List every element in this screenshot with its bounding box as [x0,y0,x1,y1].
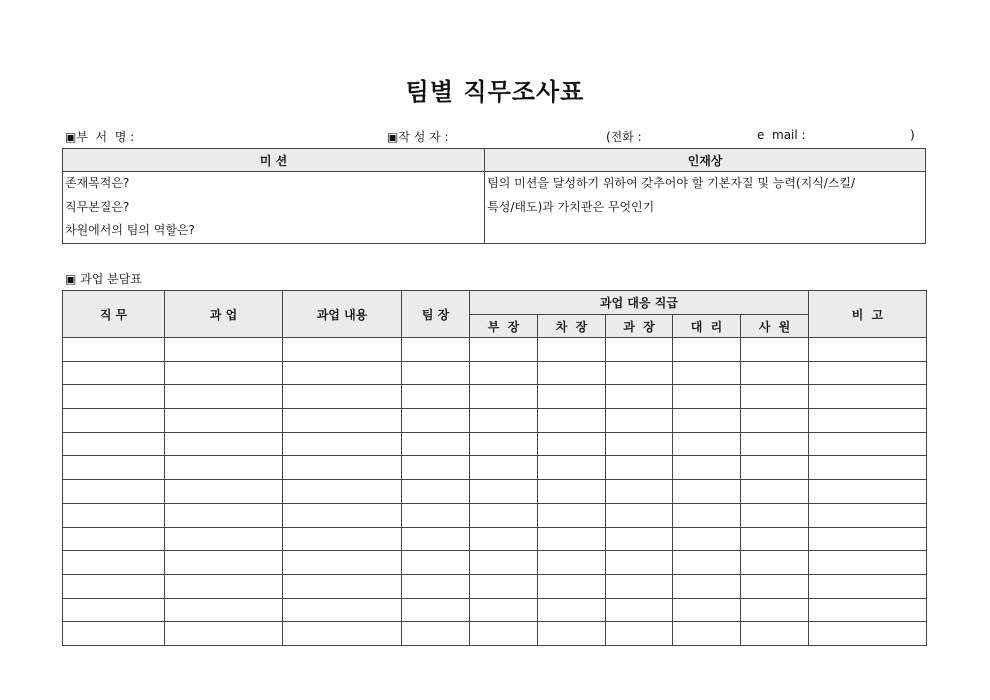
table-cell[interactable] [673,551,741,575]
rank-header: 부 장 [470,315,538,338]
table-cell[interactable] [165,409,283,433]
table-cell[interactable] [673,574,741,598]
rank-group-header: 과업 대응 직급 [470,291,809,315]
table-cell[interactable] [606,338,673,362]
table-cell[interactable] [741,622,809,646]
table-cell[interactable] [402,432,470,456]
table-cell[interactable] [538,527,606,551]
table-cell[interactable] [809,551,927,575]
table-cell[interactable] [606,456,673,480]
table-row [63,432,927,456]
table-cell[interactable] [538,574,606,598]
table-row [63,574,927,598]
table-row [63,456,927,480]
table-cell[interactable] [165,574,283,598]
table-cell[interactable] [402,551,470,575]
mission-line: 차원에서의 팀의 역할은? [65,223,195,237]
table-cell[interactable] [538,503,606,527]
table-cell[interactable] [63,622,165,646]
table-cell[interactable] [165,480,283,504]
table-cell[interactable] [402,503,470,527]
table-cell[interactable] [538,361,606,385]
department-name-field[interactable]: ▣부 서 명 : [65,130,135,144]
table-cell[interactable] [606,361,673,385]
email-field[interactable]: e mail : [757,128,806,142]
table-cell[interactable] [606,527,673,551]
table-cell[interactable] [673,385,741,409]
mission-table [62,148,926,244]
table-cell[interactable] [538,456,606,480]
table-cell[interactable] [470,598,538,622]
table-cell[interactable] [165,338,283,362]
talent-header: 인재상 [485,149,926,172]
table-cell[interactable] [809,574,927,598]
note-header: 비 고 [809,291,927,338]
table-cell[interactable] [673,622,741,646]
table-cell[interactable] [402,409,470,433]
table-cell[interactable] [673,598,741,622]
info-row [65,128,925,146]
table-cell[interactable] [606,598,673,622]
table-cell[interactable] [63,409,165,433]
rank-header: 사 원 [741,315,809,338]
table-cell[interactable] [741,409,809,433]
table-cell[interactable] [283,503,402,527]
table-cell[interactable] [673,527,741,551]
table-row [63,385,927,409]
table-cell[interactable] [283,456,402,480]
table-cell[interactable] [402,385,470,409]
table-cell[interactable] [741,551,809,575]
phone-field[interactable]: (전화 : [606,130,642,144]
task-section-label: ▣ 과업 분담표 [65,272,142,286]
table-cell[interactable] [606,480,673,504]
page-title: 팀별 직무조사표 [405,78,585,106]
table-cell[interactable] [673,361,741,385]
table-cell[interactable] [809,527,927,551]
table-cell[interactable] [673,409,741,433]
rank-header: 과 장 [606,315,673,338]
mission-line: 직무본질은? [65,199,130,214]
table-cell[interactable] [470,503,538,527]
writer-field[interactable]: ▣작 성 자 : [387,130,449,144]
talent-line: 특성/태도)과 가치관은 무엇인기 [487,199,655,214]
table-cell[interactable] [283,385,402,409]
table-cell[interactable] [809,409,927,433]
table-cell[interactable] [606,432,673,456]
table-cell[interactable] [283,598,402,622]
table-row [63,480,927,504]
table-cell[interactable] [63,527,165,551]
table-cell[interactable] [63,503,165,527]
table-row [63,527,927,551]
table-cell[interactable] [470,480,538,504]
table-cell[interactable] [673,503,741,527]
table-cell[interactable] [809,622,927,646]
table-cell[interactable] [63,551,165,575]
table-cell[interactable] [63,361,165,385]
table-cell[interactable] [741,503,809,527]
table-cell[interactable] [283,432,402,456]
table-cell[interactable] [283,527,402,551]
table-cell[interactable] [283,409,402,433]
table-cell[interactable] [63,385,165,409]
task-header: 과 업 [165,291,283,338]
table-cell[interactable] [283,574,402,598]
team-lead-header: 팀 장 [402,291,470,338]
table-row [63,338,927,362]
table-cell[interactable] [741,574,809,598]
table-cell[interactable] [63,338,165,362]
table-cell[interactable] [165,361,283,385]
table-cell[interactable] [165,432,283,456]
table-cell[interactable] [165,456,283,480]
table-cell[interactable] [538,432,606,456]
table-cell[interactable] [809,456,927,480]
task-detail-header: 과업 내용 [283,291,402,338]
table-cell[interactable] [165,503,283,527]
talent-cell[interactable] [485,172,926,244]
task-table-body [63,338,927,646]
table-cell[interactable] [606,503,673,527]
table-cell[interactable] [470,574,538,598]
table-cell[interactable] [538,409,606,433]
job-header: 직 무 [63,291,165,338]
table-cell[interactable] [741,361,809,385]
table-cell[interactable] [283,338,402,362]
table-cell[interactable] [741,598,809,622]
mission-cell[interactable] [63,172,485,244]
table-cell[interactable] [283,551,402,575]
table-cell[interactable] [470,385,538,409]
table-cell[interactable] [673,456,741,480]
table-cell[interactable] [606,385,673,409]
table-cell[interactable] [402,527,470,551]
table-cell[interactable] [538,480,606,504]
table-cell[interactable] [741,527,809,551]
table-cell[interactable] [470,456,538,480]
table-cell[interactable] [402,338,470,362]
table-cell[interactable] [809,503,927,527]
table-cell[interactable] [283,480,402,504]
table-cell[interactable] [470,432,538,456]
table-cell[interactable] [741,432,809,456]
table-cell[interactable] [470,527,538,551]
mission-line: 존재목적은? [65,176,130,190]
table-cell[interactable] [809,385,927,409]
table-cell[interactable] [165,551,283,575]
table-cell[interactable] [809,598,927,622]
table-cell[interactable] [538,598,606,622]
rank-header: 대 리 [673,315,741,338]
table-cell[interactable] [63,598,165,622]
table-cell[interactable] [63,432,165,456]
table-cell[interactable] [741,456,809,480]
table-row [63,361,927,385]
table-cell[interactable] [741,338,809,362]
task-table [62,290,927,646]
table-row [63,598,927,622]
table-row [63,622,927,646]
mission-header: 미 션 [63,149,485,172]
table-cell[interactable] [470,551,538,575]
table-cell[interactable] [741,480,809,504]
table-cell[interactable] [538,385,606,409]
table-cell[interactable] [470,409,538,433]
table-cell[interactable] [606,409,673,433]
table-cell[interactable] [402,456,470,480]
table-cell[interactable] [63,574,165,598]
table-cell[interactable] [606,574,673,598]
table-cell[interactable] [673,480,741,504]
table-cell[interactable] [809,480,927,504]
table-cell[interactable] [283,361,402,385]
table-cell[interactable] [673,432,741,456]
table-cell[interactable] [538,551,606,575]
table-cell[interactable] [402,361,470,385]
table-cell[interactable] [809,338,927,362]
table-cell[interactable] [402,622,470,646]
rank-header: 차 장 [538,315,606,338]
table-row [63,503,927,527]
table-cell[interactable] [63,456,165,480]
table-cell[interactable] [673,338,741,362]
table-cell[interactable] [402,598,470,622]
table-cell[interactable] [402,574,470,598]
table-cell[interactable] [809,432,927,456]
table-cell[interactable] [470,361,538,385]
table-row [63,409,927,433]
table-cell[interactable] [538,622,606,646]
table-cell[interactable] [402,480,470,504]
table-cell[interactable] [741,385,809,409]
table-cell[interactable] [606,551,673,575]
table-cell[interactable] [470,338,538,362]
table-cell[interactable] [165,385,283,409]
table-cell[interactable] [63,480,165,504]
table-cell[interactable] [538,338,606,362]
table-cell[interactable] [165,527,283,551]
table-cell[interactable] [606,622,673,646]
table-cell[interactable] [809,361,927,385]
close-paren: ) [910,128,915,142]
talent-line: 팀의 미션을 달성하기 위하여 갖추어야 할 기본자질 및 능력(지식/스킬/ [487,176,856,190]
table-cell[interactable] [283,622,402,646]
table-cell[interactable] [165,622,283,646]
table-row [63,551,927,575]
table-cell[interactable] [165,598,283,622]
table-cell[interactable] [470,622,538,646]
